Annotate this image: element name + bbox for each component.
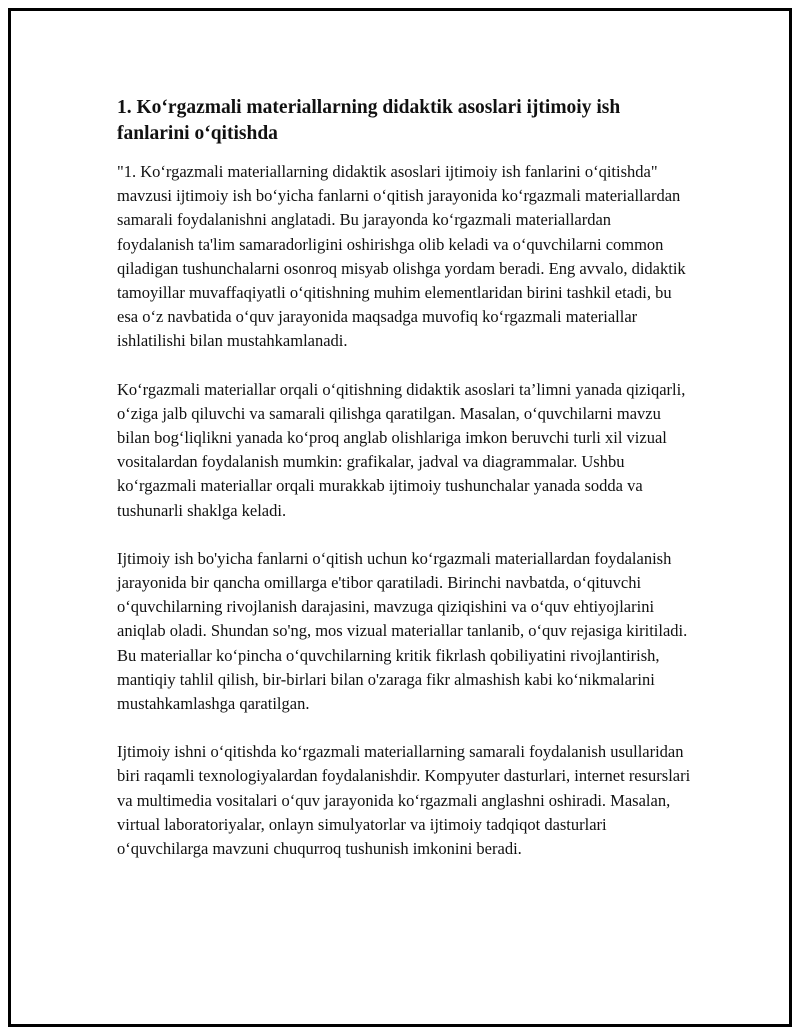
document-body	[117, 95, 692, 885]
paragraph-4: Ijtimoiy ishni o‘qitishda ko‘rgazmali materiallarning samarali foydalanish usullaridan biri raqamli texnologiyalardan foydalanishdir. Kompyuter dasturlari, internet resurslari va multimedia vositalari o‘quv jarayonida ko‘rgazmali anglashni oshiradi. Masalan, virtual laboratoriyalar, onlayn simulyatorlar va ijtimoiy tadqiqot dasturlari o‘quvchilarga mavzuni chuqurroq tushunish imkonini beradi.	[117, 742, 691, 859]
paragraph-3: Ijtimoiy ish bo'yicha fanlarni o‘qitish uchun ko‘rgazmali materiallardan foydalanish jarayonida bir qancha omillarga e'tibor qaratiladi. Birinchi navbatda, o‘qituvchi o‘quvchilarning rivojlanish darajasini, mavzuga qiziqishini va o‘quv ehtiyojlarini aniqlab oladi. Shundan so'ng, mos vizual materiallar tanlanib, o‘quv rejasiga kiritiladi. Bu materiallar ko‘pincha o‘quvchilarning kritik fikrlash qobiliyatini rivojlantirish, mantiqiy tahlil qilish, bir-birlari bilan o'zaraga fikr almashish kabi ko‘nikmalarini mustahkamlashga qaratilgan.	[117, 548, 688, 714]
paragraph-1: "1. Ko‘rgazmali materiallarning didaktik asoslari ijtimoiy ish fanlarini o‘qitishda" mavzusi ijtimoiy ish bo‘yicha fanlarni o‘qitish jarayonida ko‘rgazmali materiallardan samarali foydalanishni anglatadi. Bu jarayonda ko‘rgazmali materiallardan foydalanish ta'lim samaradorligini oshirishga olib keladi va o‘quvchilarni common qiladigan tushunchalarni osonroq misyab olishga yordam beradi. Eng avvalo, didaktik tamoyillar muvaffaqiyatli o‘qitishning muhim elementlaridan birini tashkil etadi, bu esa o‘z navbatida o‘quv jarayonida maqsadga muvofiq ko‘rgazmali materiallar ishlatilishi bilan mustahkamlanadi.	[117, 162, 686, 351]
paragraph-2: Ko‘rgazmali materiallar orqali o‘qitishning didaktik asoslari ta’limni yanada qiziqarli, o‘ziga jalb qiluvchi va samarali qilishga qaratilgan. Masalan, o‘quvchilarni mavzu bilan bog‘liqlikni yanada ko‘proq anglab olishlariga imkon beruvchi turli xil vizual vositalardan foydalanish mumkin: grafikalar, jadval va diagrammalar. Ushbu ko‘rgazmali materiallar orqali murakkab ijtimoiy tushunchalar yanada sodda va tushunarli shaklga keladi.	[117, 379, 686, 520]
document-title: 1. Ko‘rgazmali materiallarning didaktik asoslari ijtimoiy ish fanlarini o‘qitishda	[117, 97, 621, 144]
